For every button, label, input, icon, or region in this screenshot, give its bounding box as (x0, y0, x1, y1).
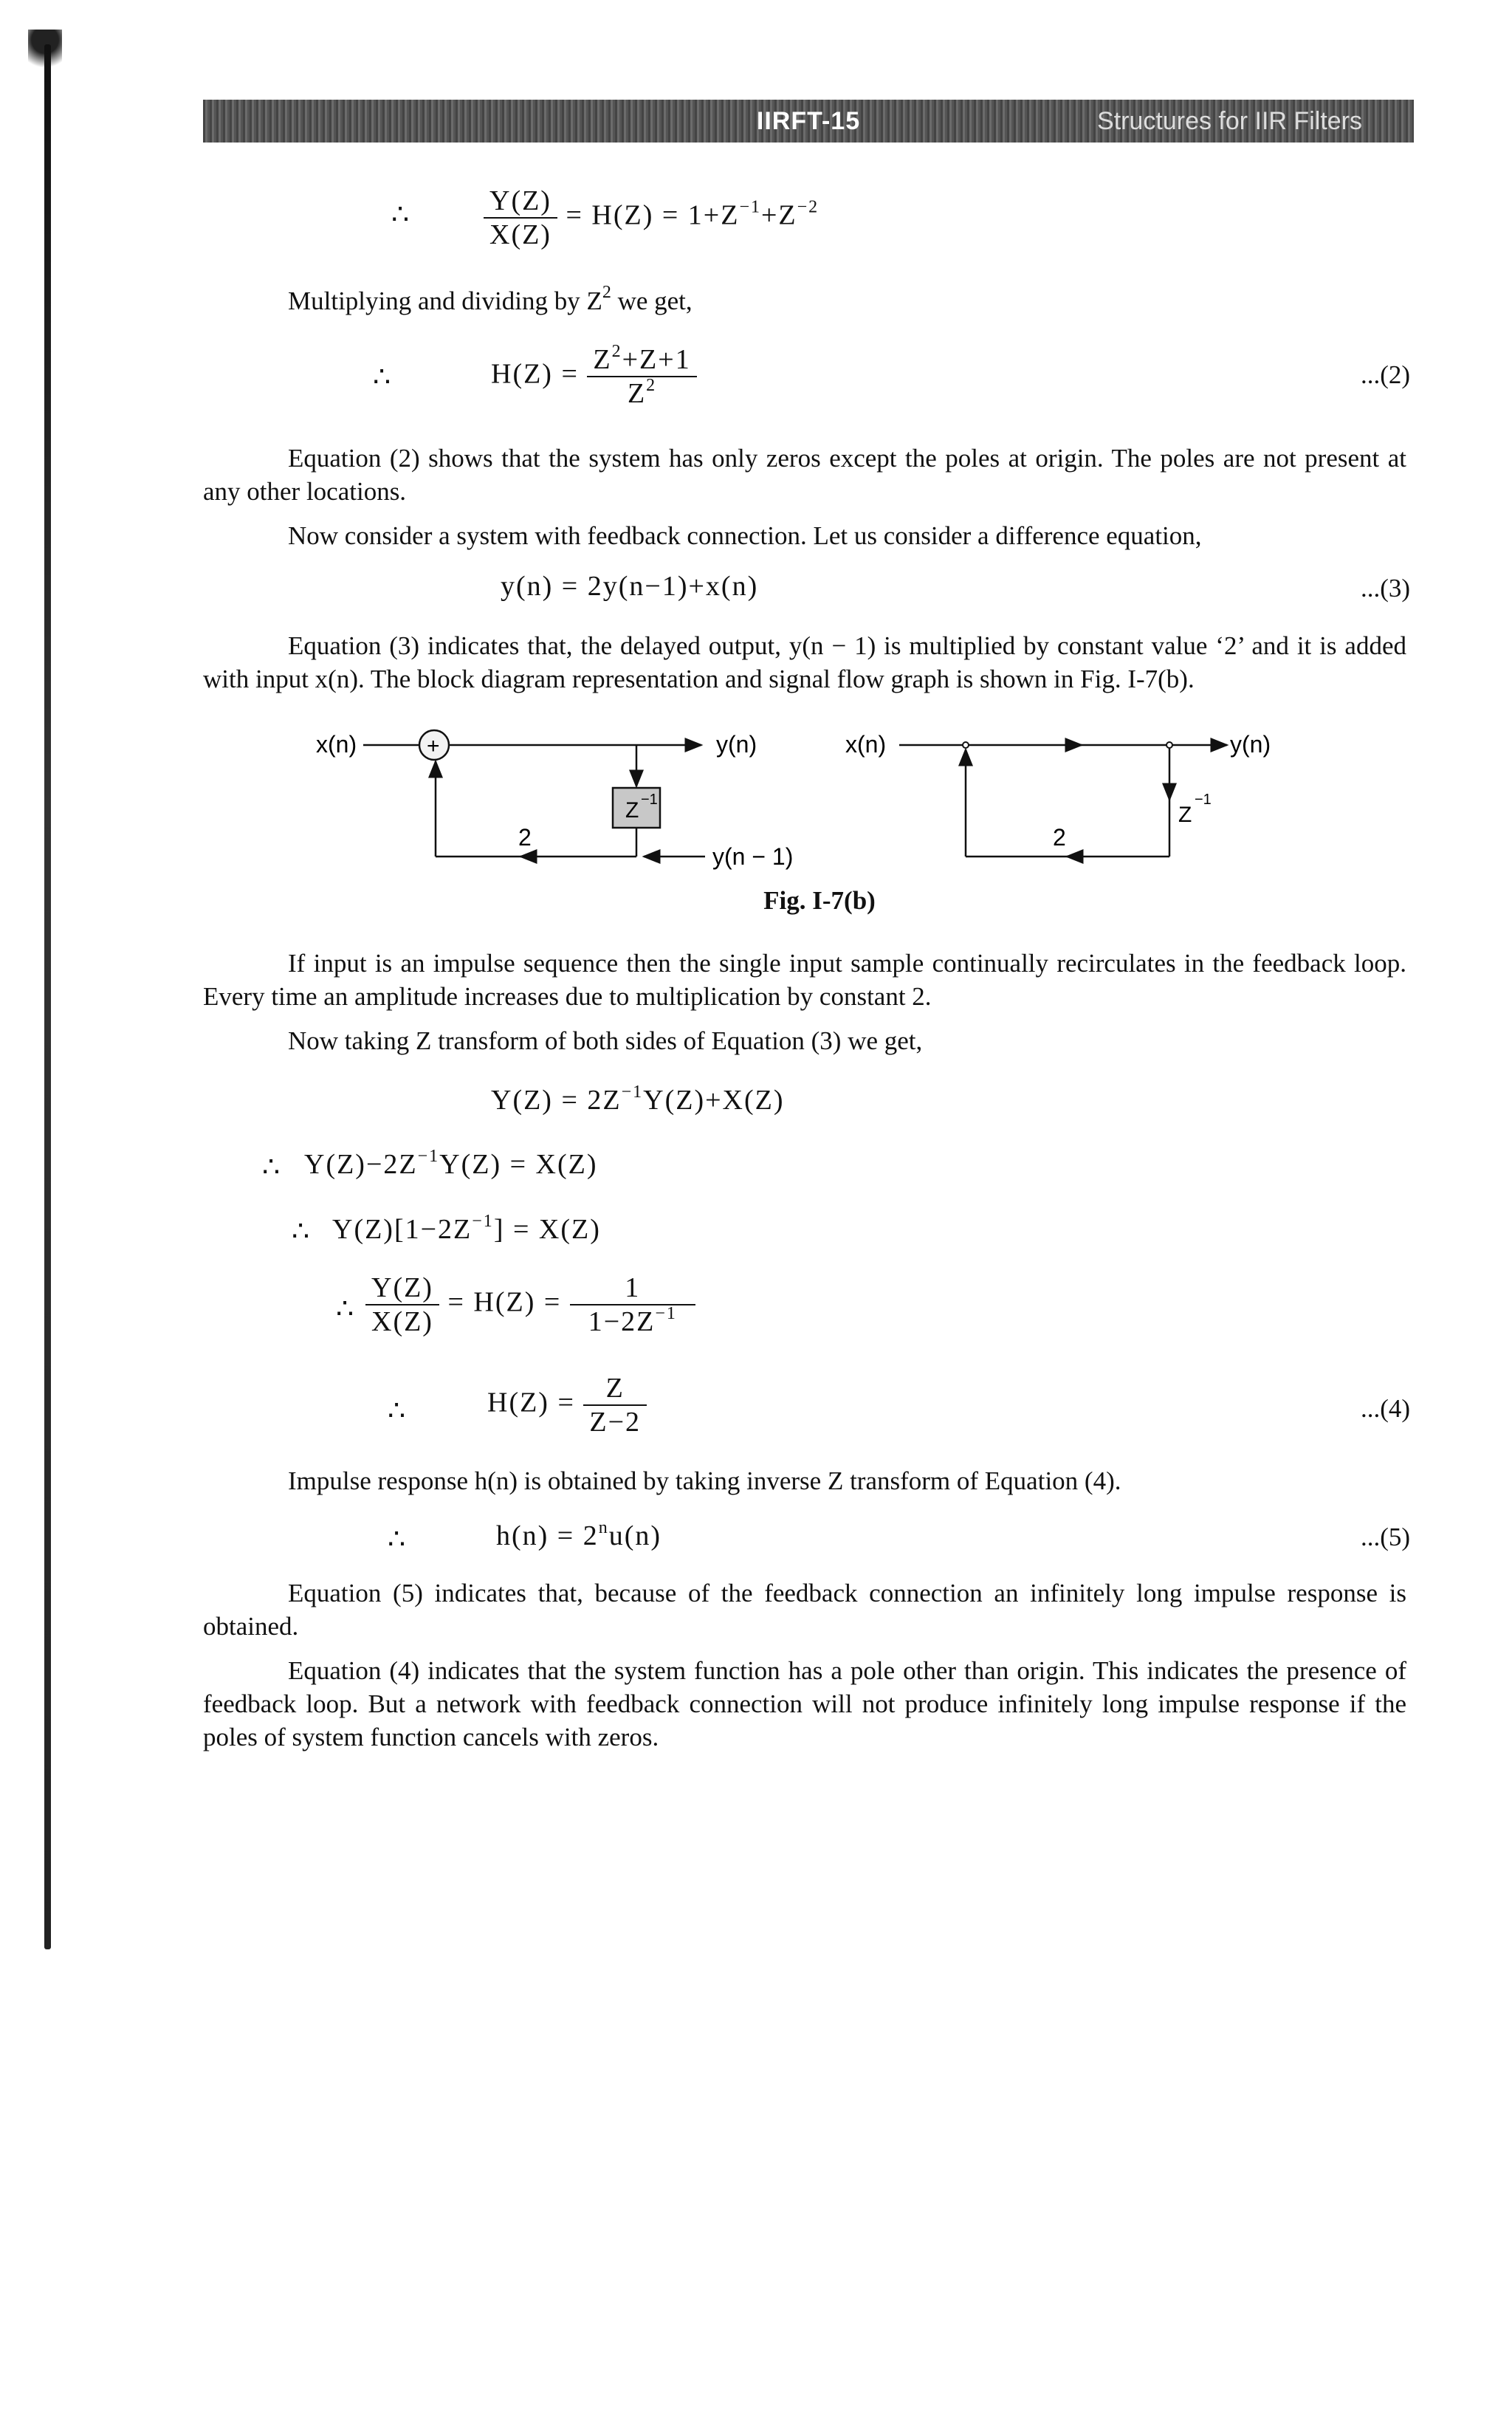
therefore-symbol: ∴ (388, 1524, 406, 1555)
therefore-symbol: ∴ (391, 199, 410, 230)
paragraph-ztransform: Now taking Z transform of both sides of Equation (3) we get, (288, 1026, 923, 1055)
block-output-label: y(n) (716, 731, 757, 758)
sfg-input-label: x(n) (845, 731, 887, 758)
figure-block-diagram-sfg (295, 727, 1307, 890)
sfg-delay-label: Z (1178, 803, 1192, 827)
delay-label: Z (625, 798, 639, 823)
running-header (203, 100, 1414, 143)
block-input-label: x(n) (316, 731, 357, 758)
equation-transfer-fir: $\frac{Y(Z)}{X(Z)}$ = $H(Z) = 1+Z^{-1}+Z^{-2}$ (484, 185, 819, 251)
therefore-symbol: ∴ (262, 1152, 281, 1183)
equation-5: $h(n) = 2^nu(n)$ (496, 1518, 662, 1551)
block-gain-label: 2 (518, 824, 532, 851)
equation-transfer-iir: $\frac{Y(Z)}{X(Z)}$ = H(Z) = $\frac{1}{1-2Z^{-1}}$ (365, 1272, 695, 1338)
therefore-symbol: ∴ (336, 1294, 354, 1325)
equation-factor: $Y(Z)[1-2Z^{-1}] = X(Z)$ (332, 1212, 601, 1245)
equation-number-3: ...(3) (1360, 574, 1410, 603)
paragraph-infinite-response: Equation (5) indicates that, because of the feedback connection an infinitely long impulse response is obtained. (203, 1579, 1406, 1641)
binding-edge (44, 44, 51, 1949)
adder-symbol: + (427, 734, 440, 758)
delay-exponent: −1 (641, 792, 658, 808)
equation-number-4: ...(4) (1360, 1394, 1410, 1423)
equation-3: y(n) = 2y(n−1)+x(n) (501, 571, 759, 602)
fraction: $\frac{Z^2+Z+1}{Z^2}$ (587, 343, 696, 410)
equation-number-2: ...(2) (1360, 360, 1410, 389)
therefore-symbol: ∴ (388, 1396, 406, 1427)
figure-caption: Fig. I-7(b) (763, 886, 876, 915)
header-section: Structures for IIR Filters (1097, 107, 1362, 135)
equation-number-5: ...(5) (1360, 1523, 1410, 1551)
sfg-output-label: y(n) (1230, 731, 1271, 758)
header-code: IIRFT-15 (756, 107, 861, 135)
therefore-symbol: ∴ (292, 1216, 310, 1247)
equation-collect: $Y(Z)-2Z^{-1}Y(Z) = X(Z)$ (304, 1147, 598, 1180)
paragraph-impulse: If input is an impulse sequence then the single input sample continually recirculates in the feedback loop. Every time an amplitude increases due to multiplication by constant 2. (203, 949, 1406, 1011)
fraction: $\frac{Y(Z)}{X(Z)}$ (484, 185, 557, 251)
paragraph-feedback: Now consider a system with feedback connection. Let us consider a difference equation, (288, 521, 1202, 550)
equation-4: H(Z) = $\frac{Z}{Z-2}$ (487, 1372, 647, 1438)
paragraph-inverse: Impulse response h(n) is obtained by taking inverse Z transform of Equation (4). (288, 1466, 1121, 1495)
sfg-delay-exponent: −1 (1195, 792, 1212, 808)
paragraph-pole: Equation (4) indicates that the system function has a pole other than origin. This indicates the presence of feedback loop. But a network with feedback connection will not produce infinitely long impulse response if the poles of system function cancels with zeros. (203, 1656, 1406, 1751)
text-multiplying: Multiplying and dividing by $Z^2$ we get, (288, 283, 693, 315)
therefore-symbol: ∴ (373, 362, 391, 393)
delayed-output-label: y(n − 1) (712, 843, 794, 870)
sfg-gain-label: 2 (1053, 824, 1066, 851)
paragraph-zeros: Equation (2) shows that the system has only zeros except the poles at origin. The poles are not present at any other locations. (203, 444, 1406, 506)
paragraph-delayed-output: Equation (3) indicates that, the delayed output, y(n − 1) is multiplied by constant value ‘2’ and it is added with input x(n). The block diagram representation and signal flow graph is shown in Fig. I-7(b). (203, 631, 1406, 693)
equation-2: H(Z) = $\frac{Z^2+Z+1}{Z^2}$ (491, 343, 697, 410)
equation-ztransform: $Y(Z) = 2Z^{-1}Y(Z)+X(Z)$ (491, 1082, 785, 1116)
